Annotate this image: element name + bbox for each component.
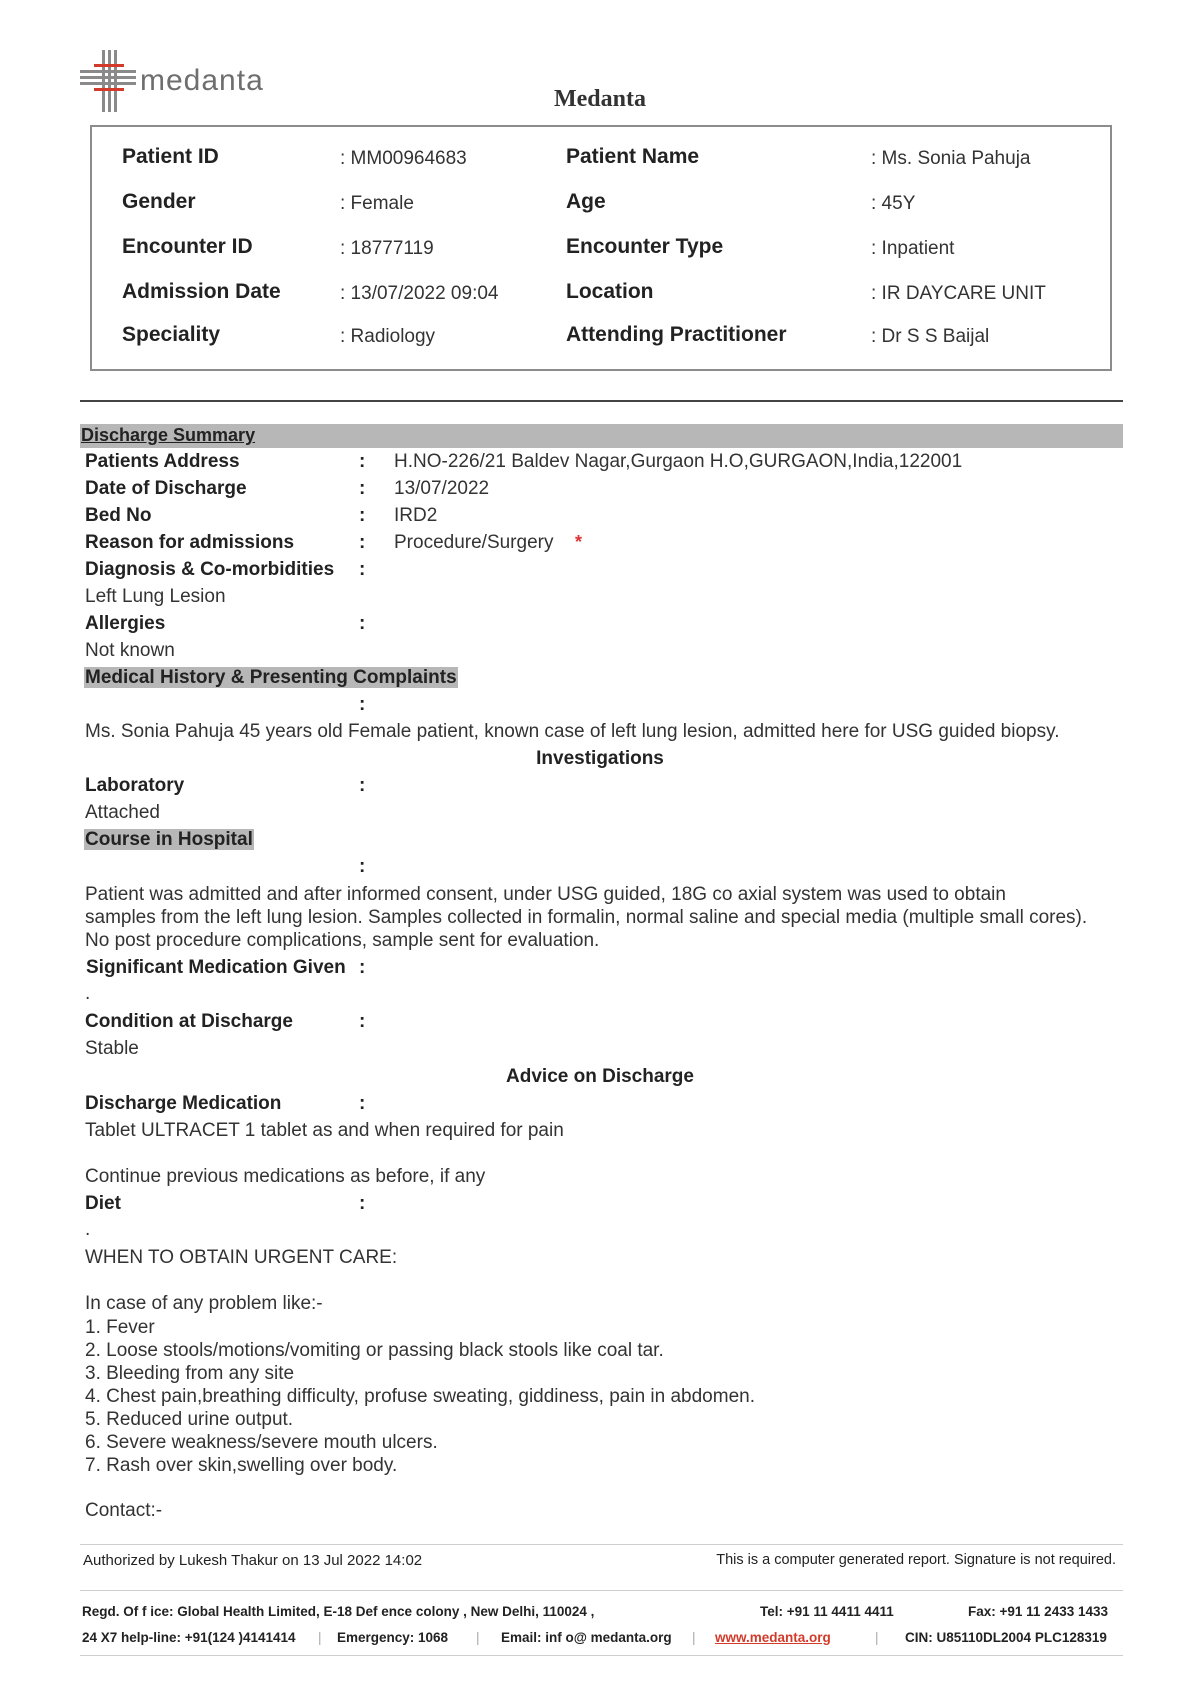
- colon: :: [359, 1193, 366, 1214]
- reason-value: Procedure/Surgery: [394, 532, 554, 553]
- investigations-heading: Investigations: [536, 748, 664, 769]
- patient-id-label: Patient ID: [122, 145, 219, 168]
- course-line: Patient was admitted and after informed consent, under USG guided, 18G co axial system was used to obtain: [85, 884, 1006, 905]
- diagnosis-value: Left Lung Lesion: [85, 586, 226, 607]
- urgent-item: 7. Rash over skin,swelling over body.: [85, 1455, 398, 1476]
- fax: Fax: +91 11 2433 1433: [968, 1604, 1108, 1619]
- header-divider: [80, 400, 1123, 402]
- patient-name-value: : Ms. Sonia Pahuja: [871, 148, 1031, 169]
- separator: |: [318, 1630, 322, 1645]
- separator: |: [476, 1630, 480, 1645]
- laboratory-label: Laboratory: [85, 775, 185, 796]
- allergies-label: Allergies: [85, 613, 166, 634]
- condition-value: Stable: [85, 1038, 139, 1059]
- gender-label: Gender: [122, 190, 196, 213]
- colon: :: [359, 613, 366, 634]
- medication-given-value: .: [85, 983, 91, 1004]
- attending-practitioner-value: : Dr S S Baijal: [871, 326, 990, 347]
- computer-generated-note: This is a computer generated report. Signature is not required.: [716, 1552, 1116, 1568]
- age-label: Age: [566, 190, 606, 213]
- age-value: : 45Y: [871, 193, 916, 214]
- discharge-medication-label: Discharge Medication: [85, 1093, 282, 1114]
- location-label: Location: [566, 280, 654, 303]
- location-value: : IR DAYCARE UNIT: [871, 283, 1046, 304]
- urgent-item: 4. Chest pain,breathing difficulty, profuse sweating, giddiness, pain in abdomen.: [85, 1386, 755, 1407]
- history-label: [84, 667, 458, 689]
- urgent-care-heading: WHEN TO OBTAIN URGENT CARE:: [85, 1247, 398, 1268]
- emergency: Emergency: 1068: [337, 1630, 449, 1645]
- bed-value: IRD2: [394, 505, 438, 526]
- address-value: H.NO-226/21 Baldev Nagar,Gurgaon H.O,GURGAON,India,122001: [394, 451, 963, 472]
- logo-wordmark: medanta: [140, 64, 264, 97]
- bed-label: Bed No: [85, 505, 152, 526]
- speciality-label: Speciality: [122, 323, 221, 346]
- discharge-summary-title: Discharge Summary: [81, 425, 256, 445]
- discharge-date-value: 13/07/2022: [394, 478, 490, 499]
- authorized-by: Authorized by Lukesh Thakur on 13 Jul 2022 14:02: [83, 1552, 423, 1569]
- patient-id-value: : MM00964683: [340, 148, 467, 169]
- course-label-text: Course in Hospital: [85, 829, 253, 850]
- colon: :: [359, 1093, 366, 1114]
- urgent-item: 2. Loose stools/motions/vomiting or passing black stools like coal tar.: [85, 1340, 664, 1361]
- colon: :: [359, 505, 366, 526]
- email[interactable]: Email: inf o@ medanta.org: [501, 1630, 672, 1645]
- encounter-type-value: : Inpatient: [871, 238, 955, 259]
- allergies-value: Not known: [85, 640, 175, 661]
- urgent-item: 5. Reduced urine output.: [85, 1409, 294, 1430]
- website-link[interactable]: www.medanta.org: [715, 1630, 831, 1645]
- attending-practitioner-label: Attending Practitioner: [566, 323, 787, 346]
- urgent-item: 3. Bleeding from any site: [85, 1363, 295, 1384]
- advice-heading: Advice on Discharge: [506, 1066, 694, 1087]
- footer-divider: [80, 1590, 1123, 1591]
- separator: |: [875, 1630, 879, 1645]
- discharge-date-label: Date of Discharge: [85, 478, 247, 499]
- urgent-intro: In case of any problem like:-: [85, 1293, 323, 1314]
- registered-office: Regd. Of f ice: Global Health Limited, E-18 Def ence colony , New Delhi, 110024 ,: [82, 1604, 595, 1619]
- footer-divider: [80, 1655, 1123, 1656]
- laboratory-value: Attached: [85, 802, 160, 823]
- course-line: No post procedure complications, sample sent for evaluation.: [85, 930, 600, 951]
- admission-date-label: Admission Date: [122, 280, 281, 303]
- discharge-medication-line: Tablet ULTRACET 1 tablet as and when required for pain: [85, 1120, 564, 1141]
- document-title: Medanta: [554, 86, 646, 112]
- history-label-text: Medical History & Presenting Complaints: [85, 667, 457, 688]
- colon: :: [359, 532, 366, 553]
- colon: :: [359, 856, 366, 877]
- required-mark: *: [575, 532, 583, 552]
- telephone: Tel: +91 11 4411 4411: [760, 1604, 894, 1619]
- history-value: Ms. Sonia Pahuja 45 years old Female patient, known case of left lung lesion, admitted here for USG guided biopsy.: [85, 721, 1060, 742]
- helpline: 24 X7 help-line: +91(124 )4141414: [82, 1630, 296, 1645]
- gender-value: : Female: [340, 193, 414, 214]
- contact-label: Contact:-: [85, 1500, 163, 1521]
- medication-given-label: Significant Medication Given: [86, 957, 346, 978]
- urgent-item: 1. Fever: [85, 1317, 155, 1338]
- cin-number: CIN: U85110DL2004 PLC128319: [905, 1630, 1107, 1645]
- course-line: samples from the left lung lesion. Samples collected in formalin, normal saline and special media (multiple small cores).: [85, 907, 1088, 928]
- discharge-medication-line: Continue previous medications as before, if any: [85, 1166, 486, 1187]
- encounter-id-label: Encounter ID: [122, 235, 253, 258]
- diet-value: .: [85, 1219, 91, 1240]
- colon: :: [359, 957, 366, 978]
- colon: :: [359, 1011, 366, 1032]
- diet-label: Diet: [85, 1193, 121, 1214]
- condition-label: Condition at Discharge: [85, 1011, 293, 1032]
- footer-divider: [80, 1544, 1123, 1545]
- speciality-value: : Radiology: [340, 326, 436, 347]
- separator: |: [692, 1630, 696, 1645]
- colon: :: [359, 775, 366, 796]
- colon: :: [359, 694, 366, 715]
- colon: :: [359, 559, 366, 580]
- encounter-id-value: : 18777119: [340, 238, 434, 259]
- urgent-item: 6. Severe weakness/severe mouth ulcers.: [85, 1432, 438, 1453]
- colon: :: [359, 478, 366, 499]
- reason-label: Reason for admissions: [85, 532, 295, 553]
- encounter-type-label: Encounter Type: [566, 235, 724, 258]
- diagnosis-label: Diagnosis & Co-morbidities: [85, 559, 335, 580]
- address-label: Patients Address: [85, 451, 240, 472]
- colon: :: [359, 451, 366, 472]
- admission-date-value: : 13/07/2022 09:04: [340, 283, 499, 304]
- course-label: [84, 829, 254, 851]
- patient-name-label: Patient Name: [566, 145, 700, 168]
